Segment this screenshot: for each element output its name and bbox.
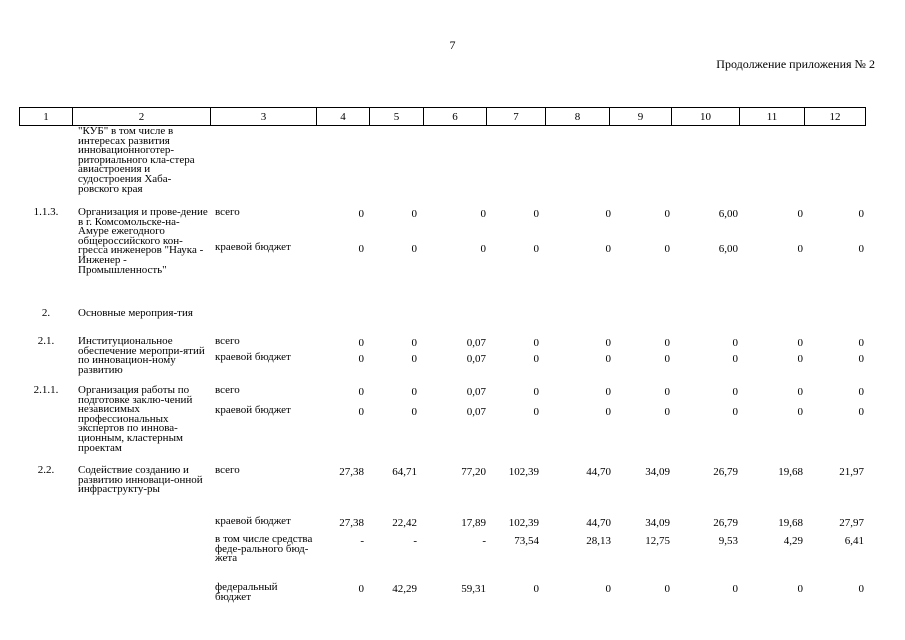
numbers-5-3 (0, 535, 905, 546)
row-text: Организация и прове-дение в г. Комсомольске-на-Амуре ежегодного общероссийского кон-гресса инженеров "Наука - Инженер - Промышленность" (78, 206, 208, 276)
cell-col-7: 102,39 (508, 466, 539, 478)
cell-col-9: 0 (664, 583, 670, 595)
col-header-2: 2 (73, 108, 211, 126)
cell-col-4: 27,38 (339, 517, 364, 529)
numbers-3-1 (0, 337, 905, 348)
cell-col-9: 0 (664, 337, 670, 349)
cell-col-5: 0 (411, 406, 417, 418)
funding-source: краевой бюджет (215, 404, 291, 416)
cell-col-4: 0 (358, 208, 364, 220)
cell-col-10: 0 (732, 583, 738, 595)
numbers-3-2 (0, 353, 905, 364)
funding-source: краевой бюджет (215, 515, 291, 527)
cell-col-5: 64,71 (392, 466, 417, 478)
row-text: "КУБ" в том числе в интересах развития инновационноготер-риториального кла-стера авиастроения и судостроения Хаба-ровского края (78, 125, 195, 195)
cell-col-10: 6,00 (718, 208, 738, 220)
funding-source: краевой бюджет (215, 351, 291, 363)
col-header-12: 12 (805, 108, 866, 126)
cell-col-5: 0 (411, 353, 417, 365)
cell-col-12: 0 (858, 406, 864, 418)
col-header-4: 4 (317, 108, 370, 126)
cell-col-4: 0 (358, 337, 364, 349)
cell-col-8: 0 (605, 208, 611, 220)
cell-col-9: 0 (664, 208, 670, 220)
cell-col-5: - (413, 535, 417, 547)
col-header-6: 6 (424, 108, 487, 126)
funding-source: федеральный бюджет (215, 581, 278, 603)
cell-col-7: 73,54 (514, 535, 539, 547)
cell-col-7: 0 (533, 208, 539, 220)
cell-col-11: 0 (797, 353, 803, 365)
funding-source: краевой бюджет (215, 241, 291, 253)
cell-col-12: 0 (858, 386, 864, 398)
cell-col-8: 28,13 (586, 535, 611, 547)
appendix-label: Продолжение приложения № 2 (716, 57, 875, 71)
cell-col-7: 102,39 (508, 517, 539, 529)
cell-col-6: - (482, 535, 486, 547)
cell-col-4: 0 (358, 353, 364, 365)
cell-col-8: 0 (605, 386, 611, 398)
cell-col-7: 0 (533, 353, 539, 365)
col-header-11: 11 (740, 108, 805, 126)
cell-col-7: 0 (533, 406, 539, 418)
cell-col-10: 0 (732, 386, 738, 398)
cell-col-12: 0 (858, 353, 864, 365)
col-header-10: 10 (672, 108, 740, 126)
row-number: 2.1. (37, 335, 55, 347)
cell-col-5: 0 (411, 208, 417, 220)
funding-source: всего (215, 464, 240, 476)
cell-col-12: 21,97 (839, 466, 864, 478)
cell-col-5: 0 (411, 386, 417, 398)
row-number: 2.2. (37, 464, 55, 476)
cell-col-7: 0 (533, 243, 539, 255)
cell-col-9: 0 (664, 243, 670, 255)
cell-col-9: 0 (664, 406, 670, 418)
cell-col-12: 0 (858, 337, 864, 349)
cell-col-8: 44,70 (586, 466, 611, 478)
cell-col-6: 17,89 (461, 517, 486, 529)
col-header-3: 3 (211, 108, 317, 126)
cell-col-8: 0 (605, 243, 611, 255)
cell-col-4: - (360, 535, 364, 547)
row-text: Институциональное обеспечение меропри-ятий по инновацион-ному развитию (78, 335, 205, 376)
cell-col-4: 0 (358, 243, 364, 255)
funding-source: всего (215, 206, 240, 218)
row-text: Содействие созданию и развитию инноваци-онной инфраструкту-ры (78, 464, 203, 496)
cell-col-5: 42,29 (392, 583, 417, 595)
cell-col-12: 0 (858, 583, 864, 595)
cell-col-11: 0 (797, 406, 803, 418)
row-number: 2. (41, 307, 51, 319)
cell-col-6: 0,07 (466, 337, 486, 349)
cell-col-5: 22,42 (392, 517, 417, 529)
numbers-4-1 (0, 386, 905, 397)
cell-col-5: 0 (411, 243, 417, 255)
cell-col-6: 0,07 (466, 386, 486, 398)
numbers-5-4 (0, 583, 905, 594)
cell-col-9: 12,75 (645, 535, 670, 547)
row-number: 2.1.1. (33, 384, 59, 396)
cell-col-12: 27,97 (839, 517, 864, 529)
col-header-8: 8 (546, 108, 610, 126)
cell-col-6: 0,07 (466, 406, 486, 418)
cell-col-10: 0 (732, 406, 738, 418)
cell-col-9: 34,09 (645, 466, 670, 478)
cell-col-8: 0 (605, 406, 611, 418)
cell-col-7: 0 (533, 583, 539, 595)
cell-col-10: 26,79 (713, 517, 738, 529)
cell-col-10: 9,53 (718, 535, 738, 547)
row-number: 1.1.3. (33, 206, 59, 218)
col-header-7: 7 (487, 108, 546, 126)
cell-col-10: 26,79 (713, 466, 738, 478)
cell-col-11: 19,68 (778, 517, 803, 529)
cell-col-8: 0 (605, 583, 611, 595)
col-header-1: 1 (20, 108, 73, 126)
cell-col-11: 0 (797, 243, 803, 255)
cell-col-9: 34,09 (645, 517, 670, 529)
cell-col-11: 0 (797, 386, 803, 398)
cell-col-4: 27,38 (339, 466, 364, 478)
cell-col-6: 0 (480, 208, 486, 220)
cell-col-12: 6,41 (844, 535, 864, 547)
cell-col-4: 0 (358, 386, 364, 398)
cell-col-10: 0 (732, 353, 738, 365)
cell-col-10: 6,00 (718, 243, 738, 255)
cell-col-8: 0 (605, 337, 611, 349)
numbers-5-2 (0, 517, 905, 528)
cell-col-6: 0 (480, 243, 486, 255)
cell-col-6: 77,20 (461, 466, 486, 478)
column-header-row (19, 107, 866, 126)
cell-col-7: 0 (533, 386, 539, 398)
cell-col-12: 0 (858, 243, 864, 255)
funding-source: всего (215, 335, 240, 347)
cell-col-8: 0 (605, 353, 611, 365)
funding-source: в том числе средства феде-рального бюд-жета (215, 533, 313, 565)
row-text: Основные мероприя-тия (78, 307, 193, 319)
cell-col-11: 0 (797, 583, 803, 595)
funding-source: всего (215, 384, 240, 396)
col-header-9: 9 (610, 108, 672, 126)
cell-col-9: 0 (664, 353, 670, 365)
cell-col-12: 0 (858, 208, 864, 220)
cell-col-10: 0 (732, 337, 738, 349)
numbers-1-1 (0, 208, 905, 219)
numbers-4-2 (0, 406, 905, 417)
cell-col-4: 0 (358, 583, 364, 595)
cell-col-5: 0 (411, 337, 417, 349)
cell-col-8: 44,70 (586, 517, 611, 529)
cell-col-6: 59,31 (461, 583, 486, 595)
cell-col-11: 0 (797, 337, 803, 349)
numbers-1-2 (0, 243, 905, 254)
col-header-5: 5 (370, 108, 424, 126)
cell-col-11: 0 (797, 208, 803, 220)
cell-col-11: 19,68 (778, 466, 803, 478)
cell-col-4: 0 (358, 406, 364, 418)
cell-col-9: 0 (664, 386, 670, 398)
numbers-5-1 (0, 466, 905, 477)
cell-col-11: 4,29 (783, 535, 803, 547)
cell-col-7: 0 (533, 337, 539, 349)
page-number: 7 (449, 38, 456, 52)
cell-col-6: 0,07 (466, 353, 486, 365)
row-text: Организация работы по подготовке заклю-чений независимых профессиональных экспертов по иннова-ционным, кластерным проектам (78, 384, 193, 454)
